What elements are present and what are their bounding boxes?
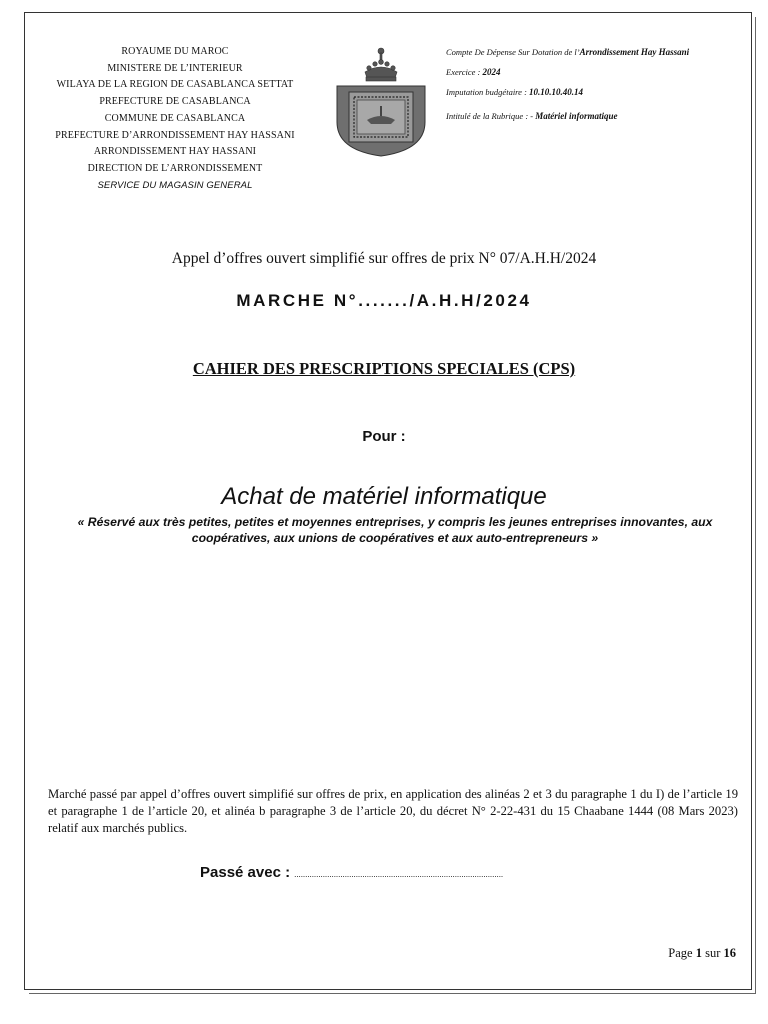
header-line: COMMUNE DE CASABLANCA — [104, 112, 246, 124]
header-line: PREFECTURE DE CASABLANCA — [99, 96, 251, 108]
moroccan-coat-of-arms-icon — [329, 42, 433, 160]
passe-avec-blank: ............................................................................................... — [294, 870, 504, 879]
object-title: Achat de matériel informatique — [221, 483, 547, 510]
passe-avec-label: Passé avec : — [200, 864, 295, 881]
budget-account: Compte De Dépense Sur Dotation de l’Arrondissement Hay Hassani — [446, 47, 690, 57]
budget-heading: Intitulé de la Rubrique : - Matériel informatique — [446, 111, 618, 121]
budget-fiscal-year: Exercice : 2024 — [446, 67, 501, 77]
service-name: SERVICE DU MAGASIN GENERAL — [97, 179, 253, 191]
header-line: WILAYA DE LA REGION DE CASABLANCA SETTAT — [56, 79, 294, 91]
header-line: DIRECTION DE L’ARRONDISSEMENT — [87, 162, 263, 174]
header-line: MINISTERE DE L’INTERIEUR — [107, 62, 243, 74]
cps-title: CAHIER DES PRESCRIPTIONS SPECIALES (CPS) — [192, 359, 576, 378]
legal-basis-paragraph: Marché passé par appel d’offres ouvert simplifié sur offres de prix, en application des alinéas 2 et 3 du paragraphe 1 du I) de l’article 19 et paragraphe 1 de l’article 20, et alinéa b paragraphe 3 de l’article 20, du décret N° 2-22-431 du 15 Chaabane 1444 (08 Mars 2023) relatif aux marchés publics. — [48, 787, 738, 835]
header-line: ROYAUME DU MAROC — [121, 46, 229, 57]
header-line: PREFECTURE D’ARRONDISSEMENT HAY HASSANI — [55, 129, 295, 141]
pour-label: Pour : — [362, 428, 406, 445]
page-number: Page 1 sur 16 — [668, 946, 736, 960]
passe-avec-line — [200, 864, 503, 881]
tender-reference: Appel d’offres ouvert simplifié sur offres de prix N° 07/A.H.H/2024 — [171, 250, 597, 267]
market-number: MARCHE N°......./A.H.H/2024 — [236, 291, 532, 310]
administrative-header — [44, 44, 306, 194]
header-line: ARRONDISSEMENT HAY HASSANI — [93, 146, 257, 158]
budget-information — [446, 46, 746, 122]
object-subtitle: « Réservé aux très petites, petites et moyennes entreprises, y compris les jeunes entreprises innovantes, aux coopératives, aux unions de coopératives et aux auto-entrepreneurs » — [77, 515, 713, 545]
budget-imputation: Imputation budgétaire : 10.10.10.40.14 — [446, 87, 584, 97]
